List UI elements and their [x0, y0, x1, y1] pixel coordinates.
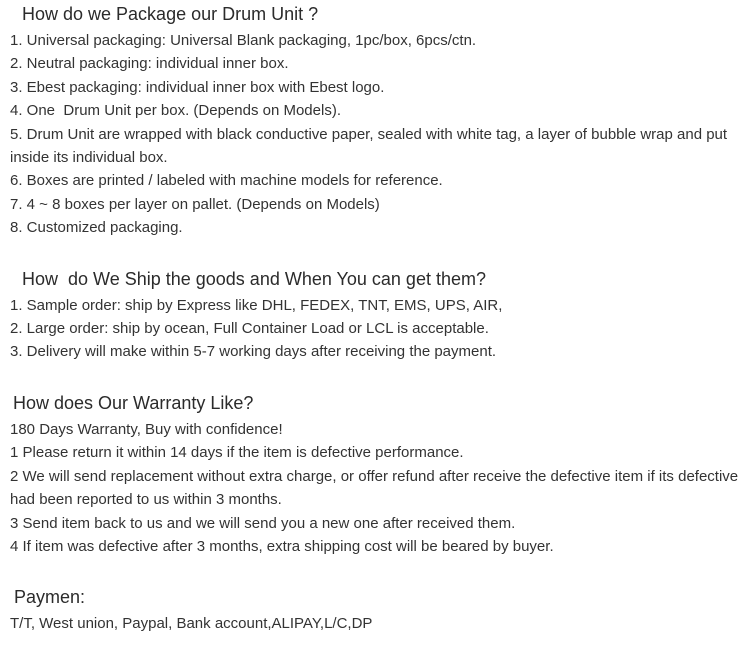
text-line: 6. Boxes are printed / labeled with machine models for reference.: [10, 172, 443, 190]
text-line: 1 Please return it within 14 days if the item is defective performance.: [10, 444, 464, 462]
section-payment: [10, 585, 742, 635]
section-heading-packaging: How do we Package our Drum Unit ?: [22, 4, 319, 24]
text-line: 3. Delivery will make within 5-7 working days after receiving the payment.: [10, 343, 497, 361]
text-line: 2 We will send replacement without extra charge, or offer refund after receive the defective item if its defective had been reported to us within 3 months.: [10, 467, 743, 509]
text-line: 1. Universal packaging: Universal Blank packaging, 1pc/box, 6pcs/ctn.: [10, 32, 477, 49]
text-line: 3 Send item back to us and we will send you a new one after received them.: [10, 514, 516, 532]
text-line: 5. Drum Unit are wrapped with black conductive paper, sealed with white tag, a layer of bubble wrap and put inside its individual box.: [10, 125, 732, 167]
section-shipping: [10, 267, 742, 364]
text-line: 180 Days Warranty, Buy with confidence!: [10, 420, 283, 438]
section-heading-payment: Paymen:: [14, 587, 86, 608]
text-line: 3. Ebest packaging: individual inner box with Ebest logo.: [10, 78, 385, 96]
section-packaging: [10, 2, 742, 240]
text-line: 1. Sample order: ship by Express like DHL, FEDEX, TNT, EMS, UPS, AIR,: [10, 296, 503, 314]
text-line: 2. Neutral packaging: individual inner box.: [10, 55, 289, 73]
text-line: 4. One Drum Unit per box. (Depends on Models).: [10, 102, 341, 120]
text-line: 8. Customized packaging.: [10, 219, 183, 237]
section-warranty: [10, 391, 742, 558]
text-line: 7. 4 ~ 8 boxes per layer on pallet. (Depends on Models): [10, 195, 380, 213]
text-line: 2. Large order: ship by ocean, Full Container Load or LCL is acceptable.: [10, 320, 489, 338]
text-line: T/T, West union, Paypal, Bank account,ALIPAY,L/C,DP: [10, 615, 373, 633]
text-line: 4 If item was defective after 3 months, extra shipping cost will be beared by buyer.: [10, 537, 554, 555]
section-heading-warranty: How does Our Warranty Like?: [13, 392, 254, 413]
section-heading-shipping: How do We Ship the goods and When You can get them?: [22, 268, 486, 289]
